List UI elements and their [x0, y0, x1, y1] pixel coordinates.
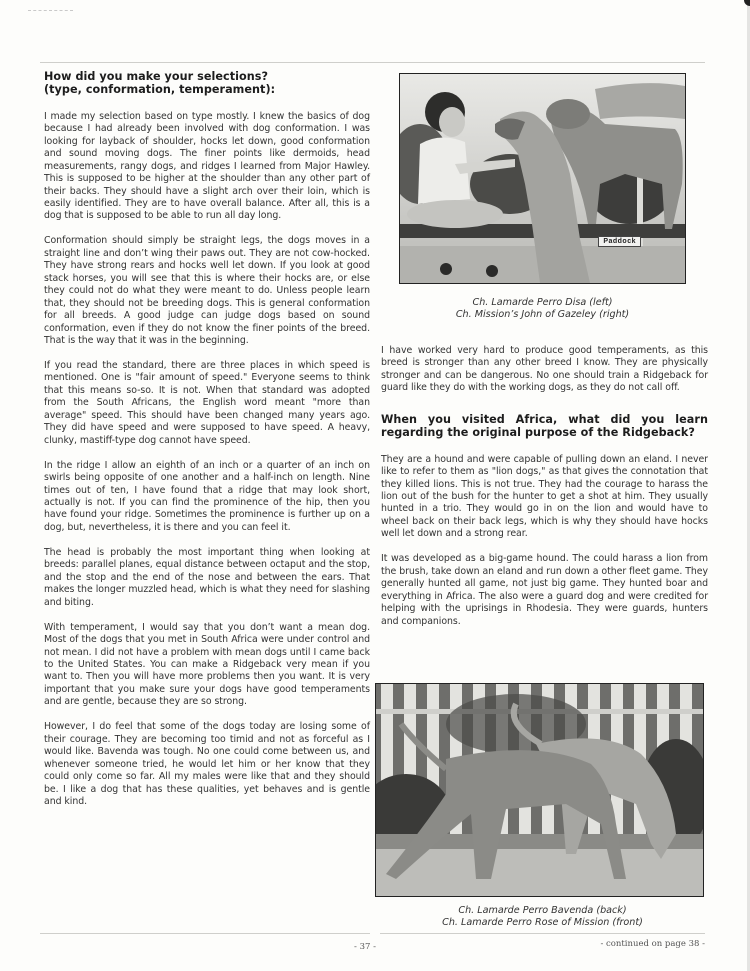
section-heading-africa: When you visited Africa, what did you learn regarding the original purpose of the Ridgeback? [381, 412, 708, 440]
paragraph: With temperament, I would say that you don’t want a mean dog. Most of the dogs that you met in South Africa were under control and not mean. I did not have a problem with mean dogs until I came back to the United States. You can make a Ridgeback very mean if you want to. Then you will have more problems then you want. It is very important that you make sure your dogs have good temperaments and are gentle, because they are so strong. [44, 621, 370, 708]
corner-mark [744, 0, 750, 6]
top-rule [40, 62, 705, 63]
paddock-sign: Paddock [598, 236, 641, 247]
photo-two-ridgebacks-walking [375, 683, 704, 897]
scan-smudge [28, 10, 73, 14]
bottom-rule-left [40, 933, 370, 934]
photo-boy-with-ridgebacks [399, 73, 686, 284]
paragraph: Conformation should simply be straight legs, the dogs moves in a straight line and don’t wing their paws out. They are not cow-hocked. They have strong rears and hocks well let down. If you look at good stack horses, you will see that this is where their hocks are, or else they could not do what they were meant to do. Unless people learn that, they should not be breeding dogs. This is general conformation for all breeds. A good judge can judge dogs based on sound conformation, even if they do not know the finer points of the breed. That is the way that it was in the beginning. [44, 235, 370, 347]
paragraph: I have worked very hard to produce good temperaments, as this breed is stronger than any other breed I know. They are physically stronger and can be dangerous. No one should train a Ridgeback for guard like they do with the working dogs, as they do not call off. [381, 345, 708, 394]
photo-illustration [400, 74, 685, 283]
paragraph: I made my selection based on type mostly. I knew the basics of dog because I had already been involved with dog conformation. I was looking for layback of shoulder, hocks let down, good conformation and sound moving dogs. The finer points like dermoids, head measurements, rangy dogs, and ridges I learned from Major Hawley. This is supposed to be higher at the shoulder than any other part of their backs. They should have a slight arch over their loin, which is easily identified. They are to have overall balance. After all, this is a dog that is supposed to be able to run all day long. [44, 110, 370, 222]
caption-line: Ch. Lamarde Perro Disa (left) [472, 297, 613, 308]
photo-illustration [376, 684, 703, 896]
paragraph: If you read the standard, there are three places in which speed is mentioned. One is "fair amount of speed." Everyone seems to think that this means so-so. It is not. When that standard was adopted from the South Africans, the English word meant "more than average" speed. This should have been changed many years ago. They did have speed and were supposed to have speed. A heavy, clunky, mastiff-type dog cannot have speed. [44, 359, 370, 446]
paragraph: They are a hound and were capable of pulling down an eland. I never like to refer to them as "lion dogs," as that gives the connotation that they killed lions. This is not true. They had the courage to harass the lion out of the bush for the hunter to get a shot at him. They usually hunted in a trio. They would go in on the lion and would have to wheel back on their back legs, which is why they should have hocks well let down and a strong rear. [381, 453, 708, 540]
heading-line-1: How did you make your selections? [44, 70, 268, 83]
heading-line-2: (type, conformation, temperament): [44, 83, 276, 97]
paragraph: It was developed as a big-game hound. The could harass a lion from the brush, take down an eland and run down a other fleet game. They generally hunted all game, not just big game. They hunted boar and everything in Africa. The also were a guard dog and were credited for helping with the uprisings in Rhodesia. They were guards, hunters and companions. [381, 553, 708, 627]
continued-notice: - continued on page 38 - [600, 939, 705, 949]
caption-line: Ch. Lamarde Perro Rose of Mission (front) [442, 917, 643, 929]
bottom-rule-right [380, 933, 705, 934]
paragraph: However, I do feel that some of the dogs today are losing some of their courage. They are becoming too timid and not as forceful as I would like. Bavenda was tough. No one could come between us, and whenever someone tried, he would let him or her know that they could only come so far. All my males were like that and they should be. I like a dog that has these qualities, yet behaves and is gentle and kind. [44, 721, 370, 808]
photo-1-caption [380, 297, 705, 321]
paragraph: The head is probably the most important thing when looking at breeds: parallel planes, equal distance between octaput and the stop, and the stop and the end of the nose and between the ears. That makes the longer muzzled head, which is what they need for slashing and biting. [44, 546, 370, 608]
caption-line: Ch. Mission’s John of Gazeley (right) [455, 309, 630, 321]
paragraph: In the ridge I allow an eighth of an inch or a quarter of an inch on swirls being opposite of one another and a half-inch on length. Nine times out of ten, I have found that a ridge that may look short, actually is not. If you can find the prominence of the hip, then you have found your ridge. Sometimes the prominence is further up on a dog, but, nevertheless, it is there and you can feel it. [44, 459, 370, 533]
left-column [44, 70, 370, 821]
page-number: - 37 - [354, 942, 376, 952]
section-heading-selections [44, 70, 370, 97]
photo-2-caption [380, 905, 705, 929]
right-column [381, 345, 708, 641]
caption-line: Ch. Lamarde Perro Bavenda (back) [458, 905, 627, 916]
